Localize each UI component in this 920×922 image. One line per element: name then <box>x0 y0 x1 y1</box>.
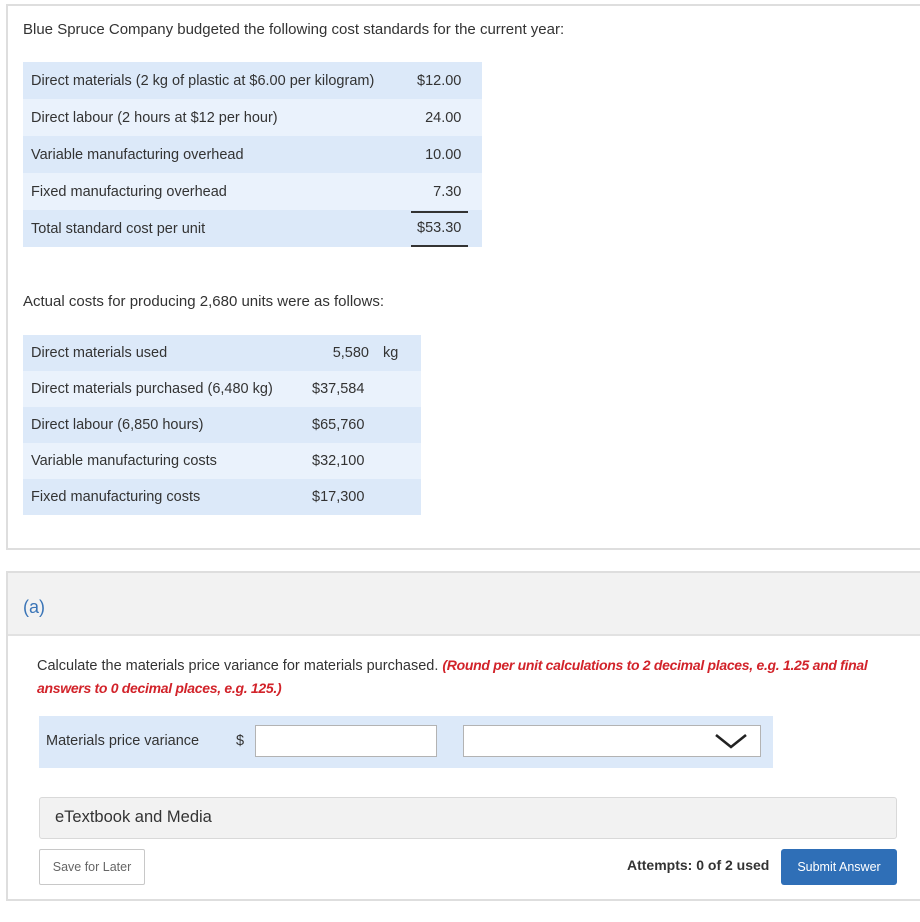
std-label: Total standard cost per unit <box>23 210 403 247</box>
actual-cost-table <box>23 335 421 515</box>
answer-row <box>39 716 773 768</box>
act-label: Direct materials used <box>23 335 304 371</box>
act-value: $37,584 <box>304 371 377 407</box>
materials-price-variance-input[interactable] <box>255 725 437 757</box>
act-label: Direct materials purchased (6,480 kg) <box>23 371 304 407</box>
std-label: Direct materials (2 kg of plastic at $6.00 per kilogram) <box>23 62 403 99</box>
answer-label: Materials price variance <box>46 733 200 749</box>
std-label: Variable manufacturing overhead <box>23 136 403 173</box>
submit-answer-button[interactable]: Submit Answer <box>781 849 897 885</box>
act-unit <box>377 407 421 443</box>
table-row-total <box>23 210 482 247</box>
table-row <box>23 335 421 371</box>
std-value: $12.00 <box>403 62 482 99</box>
question-text <box>37 654 897 700</box>
save-for-later-button[interactable]: Save for Later <box>39 849 145 885</box>
act-label: Variable manufacturing costs <box>23 443 304 479</box>
table-row <box>23 479 421 515</box>
table-row <box>23 407 421 443</box>
std-value: 7.30 <box>403 173 482 210</box>
std-value: 24.00 <box>403 99 482 136</box>
rounding-hint: (Round per unit calculations to 2 decimal places, e.g. 1.25 and final answers to 0 decimal places, e.g. 125.) <box>37 657 868 696</box>
act-label: Fixed manufacturing costs <box>23 479 304 515</box>
etextbook-media-link[interactable] <box>39 797 897 839</box>
std-value: 10.00 <box>403 136 482 173</box>
act-value: $17,300 <box>304 479 377 515</box>
attempts-counter: Attempts: 0 of 2 used <box>627 857 770 873</box>
table-row <box>23 62 482 99</box>
favorable-unfavorable-select[interactable] <box>463 725 761 757</box>
act-unit <box>377 371 421 407</box>
act-unit <box>377 443 421 479</box>
act-label: Direct labour (6,850 hours) <box>23 407 304 443</box>
act-value: 5,580 <box>304 335 377 371</box>
std-label: Direct labour (2 hours at $12 per hour) <box>23 99 403 136</box>
act-value: $65,760 <box>304 407 377 443</box>
question-part-panel <box>6 571 920 901</box>
currency-symbol: $ <box>236 733 245 749</box>
actual-intro: Actual costs for producing 2,680 units were as follows: <box>23 293 385 310</box>
act-value: $32,100 <box>304 443 377 479</box>
act-unit <box>377 479 421 515</box>
act-unit: kg <box>377 335 421 371</box>
table-row <box>23 99 482 136</box>
problem-intro: Blue Spruce Company budgeted the following cost standards for the current year: <box>23 21 565 38</box>
std-label: Fixed manufacturing overhead <box>23 173 403 210</box>
chevron-down-icon <box>714 732 748 755</box>
part-header <box>8 573 920 636</box>
std-total-value: $53.30 <box>411 211 468 247</box>
question-prompt: Calculate the materials price variance for materials purchased. <box>37 658 439 674</box>
table-row <box>23 443 421 479</box>
problem-panel <box>6 4 920 550</box>
etextbook-label: eTextbook and Media <box>55 808 212 826</box>
part-label: (a) <box>23 597 45 617</box>
standard-cost-table <box>23 62 482 247</box>
table-row <box>23 371 421 407</box>
table-row <box>23 136 482 173</box>
table-row <box>23 173 482 210</box>
